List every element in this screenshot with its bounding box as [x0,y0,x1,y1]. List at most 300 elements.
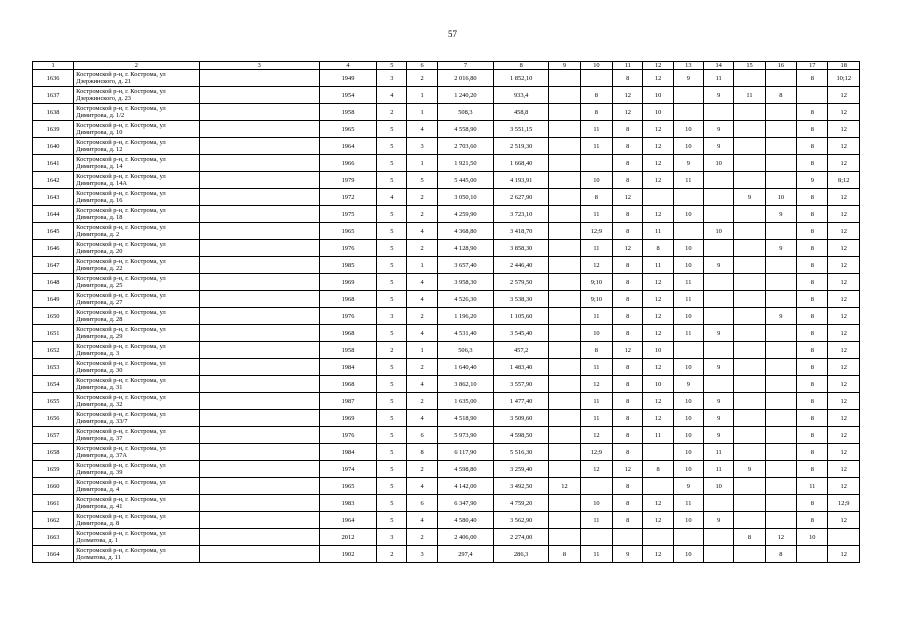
table-cell [765,104,796,121]
table-row [33,427,860,444]
table-cell [199,546,319,563]
table-cell: 9 [734,461,765,478]
table-cell: 2 703,60 [437,138,493,155]
table-cell: 9 [704,410,734,427]
table-cell: 10 [673,427,703,444]
table-row [33,257,860,274]
row-number-cell: 1658 [33,444,74,461]
row-number-cell: 1638 [33,104,74,121]
table-cell: 8 [797,308,828,325]
table-cell [734,138,765,155]
table-cell: 8 [797,410,828,427]
table-cell [549,206,580,223]
table-cell: 3 259,40 [494,461,549,478]
table-cell [673,223,703,240]
table-cell [549,359,580,376]
table-cell [704,240,734,257]
table-cell: 8 [613,155,643,172]
table-cell [549,121,580,138]
table-cell: 2 406,00 [437,529,493,546]
table-row [33,376,860,393]
table-row [33,70,860,87]
table-cell: 4 [407,376,437,393]
table-cell: 5 [377,393,407,410]
table-cell: 12 [828,308,860,325]
table-cell: 12 [643,70,673,87]
address-cell: Костромской р-н, г. Кострома, ул Димитрова, д. 4 [74,478,200,495]
table-cell: 1966 [319,155,376,172]
table-cell: 2 579,50 [494,274,549,291]
table-cell [704,546,734,563]
table-row [33,393,860,410]
table-cell: 8 [797,427,828,444]
table-cell: 5 [377,172,407,189]
table-cell [704,172,734,189]
table-cell [734,172,765,189]
table-cell: 12 [765,529,796,546]
table-cell: 12 [828,427,860,444]
table-cell: 2 [407,189,437,206]
table-cell: 8 [797,240,828,257]
table-cell [765,495,796,512]
table-cell [199,342,319,359]
col-header: 1 [33,62,74,70]
table-cell: 8 [613,291,643,308]
table-cell: 8 [797,325,828,342]
row-number-cell: 1662 [33,512,74,529]
table-cell [549,376,580,393]
table-cell [549,223,580,240]
table-cell: 8 [797,512,828,529]
table-cell: 12 [828,206,860,223]
table-cell: 12 [643,410,673,427]
table-cell: 3 [377,70,407,87]
address-cell: Костромской р-н, г. Кострома, ул Димитрова, д. 16 [74,189,200,206]
table-cell [199,308,319,325]
table-cell [734,393,765,410]
address-cell: Костромской р-н, г. Кострома, ул Димитрова, д. 1/2 [74,104,200,121]
table-cell [734,325,765,342]
table-cell: 4 [407,291,437,308]
table-row [33,138,860,155]
table-cell: 1 477,40 [494,393,549,410]
table-cell [797,546,828,563]
table-cell [734,478,765,495]
row-number-cell: 1646 [33,240,74,257]
table-cell: 10 [643,342,673,359]
table-cell [734,546,765,563]
table-cell [734,257,765,274]
row-number-cell: 1643 [33,189,74,206]
table-cell: 12;9 [580,223,612,240]
table-cell [704,291,734,308]
table-cell: 12 [580,427,612,444]
table-cell: 8 [407,444,437,461]
table-cell: 12 [828,87,860,104]
table-cell: 286,3 [494,546,549,563]
table-cell [643,444,673,461]
table-cell: 2 [407,461,437,478]
table-cell: 12 [643,291,673,308]
table-cell: 2 [407,393,437,410]
table-cell: 12 [828,189,860,206]
table-cell: 1984 [319,359,376,376]
table-cell: 1972 [319,189,376,206]
table-cell: 12 [828,512,860,529]
table-cell: 3 538,30 [494,291,549,308]
table-cell: 5 [377,155,407,172]
table-cell: 8 [613,444,643,461]
table-cell [734,410,765,427]
table-cell [765,138,796,155]
table-cell: 4 518,90 [437,410,493,427]
table-cell: 12 [613,104,643,121]
table-cell [765,223,796,240]
row-number-cell: 1644 [33,206,74,223]
table-cell: 9 [613,546,643,563]
table-cell: 3 [407,546,437,563]
table-cell [765,121,796,138]
table-cell: 12 [828,342,860,359]
table-cell [765,291,796,308]
table-cell: 12 [613,189,643,206]
table-cell: 9 [673,70,703,87]
address-cell: Костромской р-н, г. Кострома, ул Димитрова, д. 31 [74,376,200,393]
table-cell: 11 [704,444,734,461]
table-cell: 10 [673,138,703,155]
table-cell: 10 [673,257,703,274]
table-cell: 5 [377,291,407,308]
col-header: 10 [580,62,612,70]
table-cell: 9 [704,257,734,274]
table-cell [549,138,580,155]
row-number-cell: 1639 [33,121,74,138]
table-cell: 8 [643,461,673,478]
table-cell: 12 [643,155,673,172]
address-cell: Костромской р-н, г. Кострома, ул Долматова, д. 11 [74,546,200,563]
table-cell: 12 [828,359,860,376]
table-cell [199,359,319,376]
table-cell: 8 [797,444,828,461]
table-cell [765,393,796,410]
table-cell: 12;9 [828,495,860,512]
table-cell: 11 [673,495,703,512]
table-cell: 3 958,30 [437,274,493,291]
table-cell: 6 [407,495,437,512]
table-cell: 1954 [319,87,376,104]
table-cell: 4 526,30 [437,291,493,308]
table-cell: 11 [580,512,612,529]
table-row [33,87,860,104]
table-cell: 1987 [319,393,376,410]
table-row [33,444,860,461]
table-cell: 12 [613,87,643,104]
table-cell [704,342,734,359]
address-cell: Костромской р-н, г. Кострома, ул Димитрова, д. 12 [74,138,200,155]
row-number-cell: 1640 [33,138,74,155]
table-cell: 4 531,40 [437,325,493,342]
table-row [33,410,860,427]
table-cell: 12 [643,325,673,342]
table-row [33,189,860,206]
table-cell: 12 [828,223,860,240]
row-number-cell: 1661 [33,495,74,512]
table-cell: 1958 [319,342,376,359]
table-cell: 2 [377,104,407,121]
row-number-cell: 1641 [33,155,74,172]
table-cell [704,104,734,121]
table-cell [549,325,580,342]
table-cell: 1 640,40 [437,359,493,376]
table-cell [199,206,319,223]
table-cell [734,291,765,308]
col-header: 14 [704,62,734,70]
row-number-cell: 1649 [33,291,74,308]
table-cell [673,529,703,546]
table-cell: 10 [673,121,703,138]
table-cell: 8 [613,121,643,138]
table-cell: 3 492,50 [494,478,549,495]
table-cell: 9 [765,206,796,223]
table-cell: 3 050,10 [437,189,493,206]
table-cell [199,70,319,87]
table-cell: 1 [407,87,437,104]
table-cell: 3 509,60 [494,410,549,427]
table-cell: 4 [407,325,437,342]
table-cell [765,461,796,478]
table-cell: 4 580,40 [437,512,493,529]
table-cell: 5 [407,172,437,189]
table-cell: 9 [704,393,734,410]
table-cell: 10 [673,359,703,376]
address-cell: Костромской р-н, г. Кострома, ул Димитрова, д. 22 [74,257,200,274]
table-cell: 8 [643,240,673,257]
table-cell: 11 [673,172,703,189]
table-cell: 8 [613,393,643,410]
table-cell: 11 [673,291,703,308]
table-cell [549,461,580,478]
address-cell: Костромской р-н, г. Кострома, ул Димитрова, д. 20 [74,240,200,257]
table-cell: 8 [580,189,612,206]
table-cell: 5 [377,376,407,393]
table-cell: 8 [797,138,828,155]
row-number-cell: 1664 [33,546,74,563]
table-cell: 10 [673,240,703,257]
table-cell: 6 [407,427,437,444]
table-cell: 8 [613,512,643,529]
table-cell [734,274,765,291]
table-cell [580,155,612,172]
col-header: 2 [74,62,200,70]
table-cell: 5 [377,512,407,529]
table-cell [549,87,580,104]
table-cell: 9 [704,87,734,104]
address-cell: Костромской р-н, г. Кострома, ул Димитрова, д. 37 [74,427,200,444]
table-cell: 8 [797,393,828,410]
table-cell [580,70,612,87]
table-cell [765,325,796,342]
table-cell: 8 [613,70,643,87]
table-cell: 10 [704,478,734,495]
table-cell: 12 [643,393,673,410]
table-cell: 2 446,40 [494,257,549,274]
table-cell: 12 [828,257,860,274]
col-header: 8 [494,62,549,70]
table-cell: 12;9 [580,444,612,461]
table-cell: 8 [797,376,828,393]
table-cell [704,529,734,546]
table-cell: 10 [704,155,734,172]
table-cell [613,529,643,546]
table-cell [643,478,673,495]
col-header: 7 [437,62,493,70]
table-cell: 506,3 [437,342,493,359]
table-cell: 8 [797,104,828,121]
table-cell [734,104,765,121]
table-cell: 12 [828,155,860,172]
table-cell: 1968 [319,291,376,308]
table-cell: 5 [377,121,407,138]
table-cell: 5 [377,427,407,444]
table-cell: 3 557,90 [494,376,549,393]
table-cell [549,427,580,444]
table-cell: 12 [613,240,643,257]
address-cell: Костромской р-н, г. Кострома, ул Димитрова, д. 33/7 [74,410,200,427]
table-cell: 3 862,10 [437,376,493,393]
row-number-cell: 1654 [33,376,74,393]
table-cell: 2 [407,529,437,546]
table-cell [765,410,796,427]
table-cell [734,240,765,257]
table-cell: 1976 [319,240,376,257]
table-cell [549,512,580,529]
table-cell: 8 [797,359,828,376]
table-cell: 2012 [319,529,376,546]
table-cell: 10 [580,172,612,189]
table-cell [765,427,796,444]
table-cell: 12 [828,376,860,393]
table-cell: 2 519,30 [494,138,549,155]
table-cell [734,444,765,461]
table-cell: 12 [828,444,860,461]
table-cell: 6 347,90 [437,495,493,512]
table-cell: 1 483,40 [494,359,549,376]
col-header: 18 [828,62,860,70]
housing-table [32,61,860,563]
table-row [33,461,860,478]
row-number-cell: 1663 [33,529,74,546]
table-cell [199,223,319,240]
table-cell: 8 [613,274,643,291]
row-number-cell: 1656 [33,410,74,427]
table-cell: 10 [643,87,673,104]
table-cell: 5 516,30 [494,444,549,461]
table-cell [765,274,796,291]
table-cell: 3 551,15 [494,121,549,138]
table-cell [734,376,765,393]
table-cell: 2 016,80 [437,70,493,87]
table-cell: 12 [643,546,673,563]
table-cell: 1965 [319,478,376,495]
table-cell: 12 [643,206,673,223]
table-cell: 12 [643,138,673,155]
row-number-cell: 1652 [33,342,74,359]
table-cell [199,104,319,121]
table-row [33,206,860,223]
table-cell: 4 [407,410,437,427]
table-cell: 8 [613,325,643,342]
address-cell: Костромской р-н, г. Кострома, ул Долматова, д. 1 [74,529,200,546]
table-cell: 1 852,10 [494,70,549,87]
table-cell: 12 [580,461,612,478]
table-cell: 8 [797,70,828,87]
table-cell: 6 117,90 [437,444,493,461]
col-header: 16 [765,62,796,70]
col-header: 11 [613,62,643,70]
table-cell: 3 [377,529,407,546]
table-cell: 11 [704,70,734,87]
table-row [33,274,860,291]
table-cell [199,240,319,257]
table-cell: 1 105,60 [494,308,549,325]
row-number-cell: 1645 [33,223,74,240]
table-row [33,155,860,172]
table-cell [704,308,734,325]
table-cell [199,427,319,444]
table-cell: 4 [377,87,407,104]
address-cell: Костромской р-н, г. Кострома, ул Димитрова, д. 32 [74,393,200,410]
table-cell [765,342,796,359]
table-cell: 9 [704,512,734,529]
table-cell: 1964 [319,138,376,155]
table-cell: 11 [580,240,612,257]
table-cell: 1969 [319,410,376,427]
table-cell [765,172,796,189]
table-cell: 9 [704,121,734,138]
table-cell: 11 [580,410,612,427]
table-cell: 3 [407,138,437,155]
table-cell [199,138,319,155]
table-cell [704,206,734,223]
table-cell [734,223,765,240]
table-cell: 8 [734,529,765,546]
table-cell: 11 [704,461,734,478]
address-cell: Костромской р-н, г. Кострома, ул Димитрова, д. 8 [74,512,200,529]
table-cell: 8 [613,172,643,189]
column-number-row [33,62,860,70]
table-row [33,121,860,138]
table-cell [704,274,734,291]
table-cell [797,87,828,104]
table-cell: 12 [828,104,860,121]
table-cell [734,121,765,138]
table-cell [734,70,765,87]
table-cell: 9 [704,325,734,342]
table-cell: 5 [377,461,407,478]
table-cell: 1 [407,257,437,274]
table-cell: 3 657,40 [437,257,493,274]
address-cell: Костромской р-н, г. Кострома, ул Димитрова, д. 14 [74,155,200,172]
table-cell: 3 418,70 [494,223,549,240]
table-cell: 4 598,50 [494,427,549,444]
table-row [33,529,860,546]
address-cell: Костромской р-н, г. Кострома, ул Димитрова, д. 14А [74,172,200,189]
address-cell: Костромской р-н, г. Кострома, ул Дзержинского, д. 21 [74,70,200,87]
table-cell: 12 [828,325,860,342]
table-cell: 11 [580,206,612,223]
table-cell: 10 [673,308,703,325]
table-cell: 1902 [319,546,376,563]
